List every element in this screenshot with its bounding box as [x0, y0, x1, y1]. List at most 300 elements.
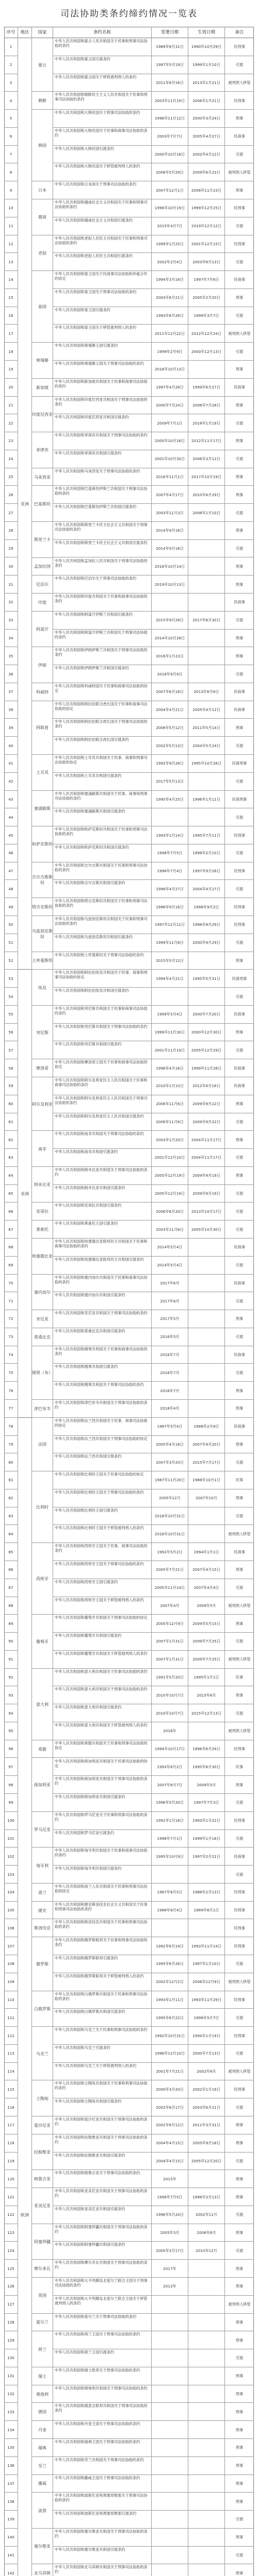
treaty-name: [53, 1185, 151, 1202]
row-number-text: 16: [8, 313, 13, 318]
treaty-type: [225, 1257, 254, 1274]
treaty-type-text: 民事: [235, 1675, 244, 1680]
treaty-name-text: 中华人民共和国和阿富汗伊斯兰共和国引渡条约: [55, 612, 133, 617]
country-name: 伊朗: [38, 663, 46, 668]
row-number: [4, 2296, 18, 2313]
effective-date: [188, 1059, 224, 1077]
row-number: [4, 808, 18, 826]
row-number-text: 100: [7, 1818, 14, 1823]
row-number-text: 21: [8, 402, 13, 408]
effective-date-text: 2018年1月19日: [192, 420, 220, 426]
sign-date: [152, 2224, 188, 2242]
treaty-type: [225, 271, 254, 289]
row-number-text: 47: [8, 869, 13, 874]
sign-date: [152, 2511, 188, 2528]
row-number-text: 81: [8, 1478, 13, 1483]
sign-date: [152, 2206, 188, 2224]
effective-date: [188, 2314, 224, 2331]
sign-date: [152, 755, 188, 772]
treaty-type: [225, 1059, 254, 1077]
effective-date: [188, 594, 224, 611]
effective-date: [188, 1561, 224, 1579]
effective-date: [188, 1902, 224, 1919]
sign-date: [152, 558, 188, 575]
country-name: 阿富汗: [36, 627, 49, 632]
country-name: 芬兰: [38, 2463, 46, 2468]
treaty-type: [225, 163, 254, 181]
header-no: 序号: [6, 30, 15, 35]
sign-date-text: 2005年12月: [159, 1496, 181, 1501]
treaty-type-text: 刑事: [235, 2409, 244, 2414]
effective-date: [188, 844, 224, 862]
effective-date-text: 1996年1月11日: [192, 796, 220, 802]
sign-date: [152, 56, 188, 74]
sign-date: [152, 1848, 188, 1865]
sign-date-text: 1996年5月20日: [156, 1800, 184, 1805]
row-number-text: 137: [7, 2481, 14, 2486]
effective-date: [188, 235, 224, 253]
row-number-text: 13: [8, 259, 13, 264]
effective-date: [188, 289, 224, 307]
treaty-name-text: 中华人民共和国和立陶宛共和国引渡条约: [55, 2099, 122, 2104]
row-number-text: 128: [7, 2319, 14, 2325]
sign-date-text: 1993年6月2日: [157, 1764, 183, 1769]
treaty-name-text: 中华人民共和国和埃塞俄比亚联邦民主共和国引渡条约: [55, 1257, 144, 1262]
treaty-type: [225, 952, 254, 970]
row-number-text: 78: [8, 1424, 13, 1429]
row-number-text: 113: [7, 2051, 14, 2056]
sign-date: [152, 1364, 188, 1381]
effective-date-text: 2000年3月24日: [192, 116, 220, 121]
treaty-type: [225, 2045, 254, 2062]
sign-date: [152, 1418, 188, 1435]
effective-date-text: 1999年3月7日: [194, 313, 219, 318]
effective-date: [188, 397, 224, 414]
row-number-text: 31: [8, 582, 13, 587]
treaty-type: [225, 647, 254, 665]
country-name: 匈牙利: [36, 1863, 49, 1868]
treaty-type: [225, 2170, 254, 2188]
column-divider: [224, 27, 225, 2576]
sign-date-text: 1987年6月5日: [157, 1890, 183, 1895]
sign-date-text: 2017年6月: [160, 1298, 180, 1303]
sign-date-text: 1993年8月26日: [156, 313, 184, 318]
sign-date-text: 2005年4月18日: [156, 1442, 184, 1447]
treaty-name: [53, 1471, 151, 1489]
effective-date: [188, 826, 224, 844]
row-number: [4, 2511, 18, 2528]
treaty-type-text: 刑事: [235, 1316, 244, 1321]
treaty-type: [225, 2296, 254, 2313]
row-number: [4, 791, 18, 808]
treaty-name: [53, 522, 151, 539]
effective-date: [188, 253, 224, 270]
effective-date: [188, 665, 224, 683]
sign-date-text: 2002年6月17日: [156, 2105, 184, 2110]
sign-date-text: 2003年7月7日: [157, 134, 183, 139]
country-name: 刚果（布）: [32, 1370, 53, 1376]
treaty-name-text: 中华人民共和国和波斯尼亚和黑塞哥维那引渡条约: [55, 2511, 137, 2516]
country-name: 阿联酋: [36, 725, 49, 731]
row-number: [4, 1955, 18, 1973]
treaty-type-text: 民刑事: [234, 206, 245, 211]
effective-date: [188, 1024, 224, 1041]
treaty-type: [225, 181, 254, 199]
sign-date: [152, 862, 188, 880]
country-name: 英国: [38, 2293, 46, 2298]
effective-date: [188, 2153, 224, 2170]
treaty-type-text: 刑事: [235, 438, 244, 444]
country-name: 马来西亚: [34, 474, 51, 480]
treaty-type-text: 刑事: [235, 116, 244, 121]
sign-date: [152, 181, 188, 199]
effective-date-text: 1996年6月29日: [192, 1747, 220, 1752]
treaty-type: [225, 1525, 254, 1543]
treaty-name: [53, 1257, 151, 1274]
sign-date-text: 2009年7月1日: [157, 420, 183, 426]
treaty-name: [53, 1095, 151, 1113]
treaty-type: [225, 504, 254, 521]
country-name: 西班牙: [36, 1577, 49, 1582]
region-name: 亚洲: [21, 501, 29, 506]
row-number: [4, 1489, 18, 1507]
treaty-type-text: 引渡: [235, 1370, 244, 1375]
row-number: [4, 683, 18, 701]
country-name: 吉尔吉斯斯坦: [32, 875, 53, 886]
country-name: 塞内加尔: [34, 1290, 51, 1295]
sign-date-text: 2019年10月13日: [154, 582, 185, 587]
row-number-text: 53: [8, 976, 13, 981]
sign-date: [152, 92, 188, 109]
effective-date: [188, 1722, 224, 1740]
row-number-text: 106: [7, 1925, 14, 1930]
treaty-name: [53, 397, 151, 414]
treaty-type-text: 引渡: [235, 671, 244, 676]
row-number: [4, 271, 18, 289]
treaty-type: [225, 2367, 254, 2385]
country-name: 孟加拉国: [34, 564, 51, 569]
sign-date: [152, 683, 188, 701]
effective-date: [188, 1006, 224, 1023]
sign-date: [152, 1937, 188, 1955]
effective-date-text: 2004年11月17日: [191, 1137, 222, 1142]
treaty-name: [53, 450, 151, 468]
country-name: 拉脱维亚: [34, 2150, 51, 2155]
effective-date-text: 2006年7月28日: [192, 402, 220, 408]
row-number-text: 142: [7, 2570, 14, 2575]
effective-date: [188, 1185, 224, 1202]
treaty-type: [225, 2529, 254, 2546]
treaty-name: [53, 2331, 151, 2349]
effective-date-text: 2013年1月21日: [192, 80, 220, 85]
effective-date-text: 2011年5月14日: [192, 725, 220, 730]
row-number: [4, 1669, 18, 1686]
treaty-type: [225, 1543, 254, 1561]
treaty-name-text: 中华人民共和国和柬埔寨王国引渡条约: [55, 343, 118, 348]
effective-date: [188, 1543, 224, 1561]
row-number-text: 59: [8, 1083, 13, 1089]
treaty-type: [225, 1400, 254, 1417]
country-name: 莱索托: [36, 1227, 49, 1232]
effective-date: [188, 647, 224, 665]
row-number: [4, 325, 18, 342]
effective-date: [188, 1257, 224, 1274]
effective-date: [188, 92, 224, 109]
effective-date: [188, 2421, 224, 2438]
treaty-type: [225, 1722, 254, 1740]
row-number-text: 29: [8, 546, 13, 551]
treaty-name: [53, 1902, 151, 1919]
row-number-text: 109: [7, 1979, 14, 1985]
effective-date: [188, 1758, 224, 1776]
treaty-type: [225, 1830, 254, 1848]
row-number-text: 90: [8, 1639, 13, 1644]
treaty-type-text: 民刑事: [234, 98, 245, 103]
treaty-type: [225, 1848, 254, 1865]
effective-date: [188, 1113, 224, 1131]
row-number-text: 1: [9, 44, 12, 49]
treaty-type-text: 民商事: [234, 1424, 245, 1429]
treaty-name: [53, 1848, 151, 1865]
treaty-type: [225, 2439, 254, 2456]
effective-date-text: 1993年1月22日: [192, 1818, 220, 1823]
country-name: 印度: [38, 600, 46, 605]
treaty-name-text: 中华人民共和国和匈牙利共和国关于民事和商事司法协助的条约: [55, 1848, 148, 1858]
country-name: 韩国: [38, 143, 46, 148]
effective-date: [188, 1615, 224, 1632]
effective-date-text: 1997年2月21日: [192, 1854, 220, 1859]
row-number: [4, 2564, 18, 2576]
treaty-type: [225, 2385, 254, 2403]
sign-date: [152, 2278, 188, 2295]
row-number-text: 118: [7, 2141, 14, 2146]
row-number: [4, 504, 18, 521]
sign-date-text: 2004年4月21日: [156, 707, 184, 713]
treaty-type-text: 刑事: [235, 2123, 244, 2128]
sign-date: [152, 880, 188, 897]
treaty-name: [53, 110, 151, 127]
effective-date: [188, 1848, 224, 1865]
treaty-name-text: 中华人民共和国和爱沙尼亚共和国关于刑事司法协助的条约: [55, 2117, 148, 2127]
row-number: [4, 486, 18, 503]
row-number-text: 51: [8, 940, 13, 945]
sign-date: [152, 1669, 188, 1686]
effective-date-text: 1995年5月31日: [192, 976, 220, 981]
treaty-type: [225, 361, 254, 378]
row-number: [4, 540, 18, 557]
effective-date-text: 1993年11月14日: [191, 1943, 222, 1948]
effective-date-text: 1988年2月8日: [194, 1424, 219, 1429]
sign-date: [152, 361, 188, 378]
sign-date-text: 1996年7月5日: [157, 2194, 183, 2199]
sign-date: [152, 1059, 188, 1077]
treaty-name-text: 中华人民共和国和波兰人民共和国关于民事和刑事司法协助的协定: [55, 1884, 148, 1893]
sign-date: [152, 737, 188, 754]
treaty-type-text: 民刑事: [234, 1747, 245, 1752]
treaty-type: [225, 1669, 254, 1686]
treaty-type: [225, 791, 254, 808]
treaty-name: [53, 647, 151, 665]
treaty-name: [53, 2278, 151, 2295]
treaty-type: [225, 773, 254, 790]
sign-date: [152, 665, 188, 683]
treaty-type-text: 刑事: [235, 528, 244, 533]
row-number: [4, 2134, 18, 2152]
sign-date-text: 2015年9月28日: [156, 618, 184, 623]
country-name: 朝鲜: [38, 98, 46, 104]
treaty-name: [53, 1006, 151, 1023]
row-number: [4, 844, 18, 862]
row-number: [4, 1579, 18, 1597]
country-name: 土耳其: [36, 770, 49, 775]
treaty-name: [53, 2439, 151, 2456]
country-name: 丹麦: [38, 2428, 46, 2433]
sign-date-text: 1991年5月20日: [156, 1675, 184, 1680]
row-number: [4, 253, 18, 270]
sign-date-text: 2017年5月: [160, 1316, 180, 1321]
treaty-type-text: 民商刑事: [232, 976, 247, 981]
treaty-type-text: 民商事: [234, 1352, 245, 1358]
row-number-text: 46: [8, 851, 13, 856]
sign-date: [152, 1597, 188, 1615]
treaty-name-text: 中华人民共和国和葡萄牙共和国关于刑事司法协助的协定: [55, 1615, 148, 1620]
country-name: 土库曼斯坦: [32, 958, 53, 963]
sign-date: [152, 844, 188, 862]
row-number-text: 3: [9, 80, 12, 85]
effective-date: [188, 2063, 224, 2080]
sign-date-text: 2002年12月2日: [156, 1979, 184, 1985]
row-number: [4, 1507, 18, 1525]
sign-date: [152, 2421, 188, 2438]
row-number: [4, 1902, 18, 1919]
treaty-name: [53, 1292, 151, 1310]
sign-date: [152, 1257, 188, 1274]
sign-date: [152, 289, 188, 307]
treaty-name: [53, 181, 151, 199]
treaty-type-text: 引渡: [235, 2553, 244, 2558]
treaty-name-text: 中华人民共和国和意大利共和国关于民事司法协助的条约: [55, 1669, 148, 1674]
sign-date: [152, 1489, 188, 1507]
effective-date: [188, 2403, 224, 2420]
treaty-name-text: 中华人民共和国和马来西亚关于刑事司法协助的条约: [55, 468, 140, 473]
treaty-type-text: 刑事: [235, 653, 244, 658]
sign-date-text: 1999年2月9日: [157, 349, 183, 354]
treaty-name-text: 中华人民共和国和奥地利共和国关于刑事司法协助的条约: [55, 2385, 148, 2391]
effective-date: [188, 2134, 224, 2152]
effective-date: [188, 1328, 224, 1346]
row-number-text: 91: [8, 1657, 13, 1662]
treaty-type-text: 民商事: [234, 600, 245, 605]
effective-date: [188, 2170, 224, 2188]
treaty-name-text: 中华人民共和国和泰王国关于移管被判刑人的条约: [55, 325, 137, 330]
treaty-name-text: 中华人民共和国和柬埔寨王国关于刑事司法协助的条约: [55, 361, 144, 366]
sign-date-text: 2015年5月12日: [156, 958, 184, 963]
sign-date: [152, 701, 188, 719]
treaty-name: [53, 1436, 151, 1453]
effective-date: [188, 1919, 224, 1937]
row-number-text: 65: [8, 1191, 13, 1196]
row-number: [4, 1275, 18, 1292]
sign-date-text: 1995年4月25日: [156, 796, 184, 802]
country-name: 柬埔寨: [36, 358, 49, 363]
sign-date: [152, 253, 188, 270]
effective-date-text: 2007年4月15日: [192, 1567, 220, 1572]
row-number-text: 119: [7, 2158, 14, 2163]
effective-date-text: 2003年6月21日: [192, 2105, 220, 2110]
treaty-name: [53, 1884, 151, 1901]
treaty-name: [53, 1866, 151, 1883]
treaty-type: [225, 737, 254, 754]
treaty-type: [225, 594, 254, 611]
sign-date-text: 2005年3月: [160, 2230, 180, 2235]
row-number: [4, 2242, 18, 2259]
sign-date: [152, 1310, 188, 1328]
effective-date-text: 2006年12月9日: [192, 1979, 220, 1985]
treaty-name: [53, 2296, 151, 2313]
treaty-type-text: 刑事: [235, 2481, 244, 2486]
sign-date-text: 1999年11月8日: [156, 940, 184, 945]
sign-date: [152, 2331, 188, 2349]
sign-date: [152, 1507, 188, 1525]
treaty-type: [225, 450, 254, 468]
sign-date: [152, 2403, 188, 2420]
sign-date: [152, 2564, 188, 2576]
row-number: [4, 1346, 18, 1364]
treaty-type-text: 引渡: [235, 1460, 244, 1465]
country-name: 新加坡: [36, 385, 49, 390]
treaty-type: [225, 1991, 254, 2009]
sign-date: [152, 540, 188, 557]
treaty-name-text: 中华人民共和国和刚果共和国关于刑事司法协助的条约: [55, 1382, 144, 1387]
effective-date-text: 2015年12月13日: [191, 1710, 222, 1716]
sign-date-text: 2016年: [163, 1728, 176, 1734]
effective-date: [188, 755, 224, 772]
treaty-type: [225, 2493, 254, 2510]
sign-date: [152, 2045, 188, 2062]
sign-date: [152, 2116, 188, 2134]
effective-date: [188, 199, 224, 217]
row-number-text: 17: [8, 331, 13, 336]
treaty-name-text: 中华人民共和国和捷克斯洛伐克社会主义共和国关于民事和刑事司法协助的条约: [55, 1902, 148, 1911]
sign-date-text: 2007年12月1日: [156, 188, 184, 193]
effective-date-text: 2006年1月21日: [192, 98, 220, 103]
sign-date-text: 1994年3月16日: [156, 277, 184, 282]
row-number-text: 103: [7, 1872, 14, 1877]
effective-date-text: 2005年2月20日: [192, 295, 220, 300]
treaty-name: [53, 468, 151, 486]
treaty-name: [53, 379, 151, 396]
treaty-name: [53, 235, 151, 253]
treaty-name: [53, 128, 151, 145]
treaty-name: [53, 486, 151, 503]
treaty-type-text: 被判刑人移管: [228, 80, 251, 85]
row-number: [4, 2080, 18, 2098]
sign-date-text: 2003年6月21日: [156, 295, 184, 300]
country-name: 德国: [38, 2410, 46, 2415]
sign-date: [152, 594, 188, 611]
effective-date: [188, 522, 224, 539]
sign-date-text: 1997年12月11日: [154, 922, 185, 927]
row-number-text: 98: [8, 1782, 13, 1787]
sign-date-text: 1992年5月2日: [157, 1549, 183, 1554]
effective-date-text: 1993年11月29日: [191, 1997, 222, 2002]
treaty-type-text: 民刑事: [234, 2087, 245, 2092]
treaty-name: [53, 2206, 151, 2224]
treaty-name-text: 中华人民共和国和伊朗伊斯兰共和国引渡条约: [55, 666, 129, 671]
country-name: 塔吉克斯坦: [32, 905, 53, 910]
sign-date-text: 2010年10月7日: [156, 1692, 184, 1698]
effective-date: [188, 2224, 224, 2242]
